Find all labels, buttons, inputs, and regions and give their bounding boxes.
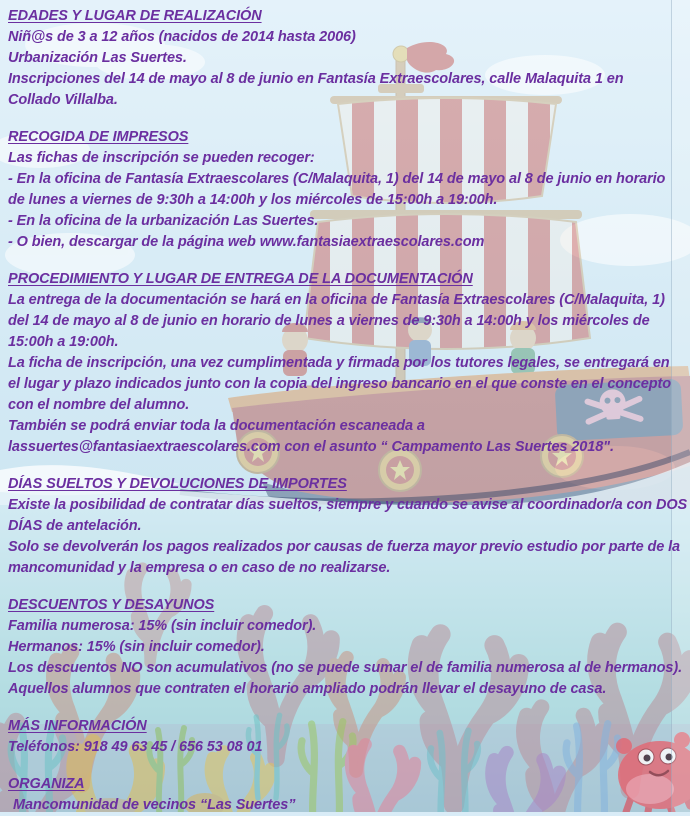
section-recogida [8,127,688,253]
text-line: mancomunidad y la empresa o en caso de no realizarse. [8,560,391,576]
text-line: Niñ@s de 3 a 12 años (nacidos de 2014 hasta 2006) [8,29,356,45]
phone-numbers-text: Teléfonos: 918 49 63 45 / 656 53 08 01 [8,739,263,755]
text-line: Inscripciones del 14 de mayo al 8 de junio en Fantasía Extraescolares, calle Malaquita 1 en [8,71,624,87]
section-edades [8,6,688,111]
text-line: Urbanización Las Suertes. [8,50,187,66]
section-dias-sueltos [8,474,688,579]
section-heading-mas-informacion: MÁS INFORMACIÓN [8,718,147,734]
section-heading-descuentos: DESCUENTOS Y DESAYUNOS [8,597,215,613]
section-organiza [8,774,688,816]
website-text: - O bien, descargar de la página web www.fantasiaextraescolares.com [8,234,485,250]
text-line: el lugar y plazo indicados junto con la copia del ingreso bancario en el que conste en el concepto [8,376,671,392]
text-line: La ficha de inscripción, una vez cumplimentada y firmada por los tutores legales, se entregará en [8,355,670,371]
text-line: Familia numerosa: 15% (sin incluir comedor). [8,618,317,634]
text-line: La entrega de la documentación se hará en la oficina de Fantasía Extraescolares (C/Malaquita, 1) [8,292,665,308]
section-mas-informacion [8,716,688,758]
text-line: - En la oficina de Fantasía Extraescolares (C/Malaquita, 1) del 14 de mayo al 8 de junio en horario [8,171,666,187]
text-line: 15:00h a 19:00h. [8,334,119,350]
text-line: Solo se devolverán los pagos realizados por causas de fuerza mayor previo estudio por parte de la [8,539,681,555]
text-line: También se podrá enviar toda la documentación escaneada a [8,418,425,434]
text-line: del 14 de mayo al 8 de junio en horario de lunes a viernes de 9:30h a 14:00h y los miércoles de [8,313,650,329]
section-procedimiento [8,269,688,458]
section-heading-organiza: ORGANIZA [8,776,85,792]
text-line: DÍAS de antelación. [8,518,142,534]
text-line: Las fichas de inscripción se pueden recoger: [8,150,315,166]
text-line: - En la oficina de la urbanización Las Suertes. [8,213,319,229]
text-line: Existe la posibilidad de contratar días sueltos, siempre y cuando se avise al coordinador/a con DOS [8,497,688,513]
section-descuentos [8,595,688,700]
section-heading-edades: EDADES Y LUGAR DE REALIZACIÓN [8,8,262,24]
organizer-text: Mancomunidad de vecinos “Las Suertes” [13,797,296,813]
section-heading-procedimiento: PROCEDIMIENTO Y LUGAR DE ENTREGA DE LA DOCUMENTACIÓN [8,271,473,287]
text-line: Aquellos alumnos que contraten el horario ampliado podrán llevar el desayuno de casa. [8,681,607,697]
section-heading-dias-sueltos: DÍAS SUELTOS Y DEVOLUCIONES DE IMPORTES [8,476,347,492]
section-heading-recogida: RECOGIDA DE IMPRESOS [8,129,189,145]
text-line: de lunes a viernes de 9:30h a 14:00h y los miércoles de 15:00h a 19:00h. [8,192,498,208]
email-text: lassuertes@fantasiaextraescolares.com con el asunto “ Campamento Las Suertes 2018". [8,439,614,455]
text-line: Collado Villalba. [8,92,118,108]
text-line: Hermanos: 15% (sin incluir comedor). [8,639,265,655]
text-line: con el nombre del alumno. [8,397,190,413]
text-line: Los descuentos NO son acumulativos (no se puede sumar el de familia numerosa al de hermanos). [8,660,682,676]
